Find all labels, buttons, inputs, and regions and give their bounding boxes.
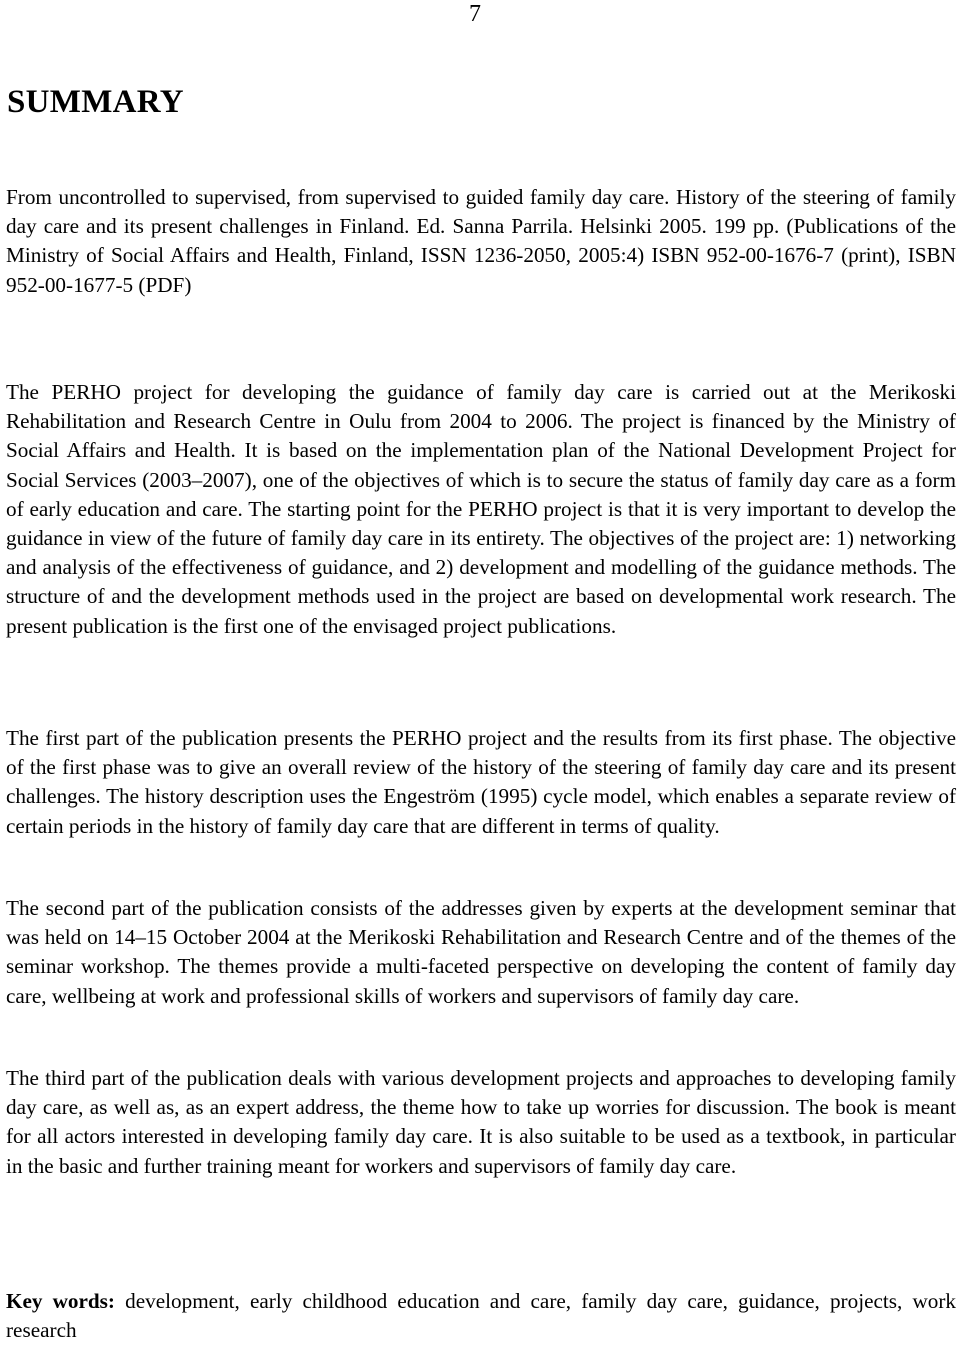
body-paragraph-4: The third part of the publication deals with various development projects and approaches to developing family day care, as well as, as an expert address, the theme how to take up worries for discussion. The book is meant for all actors interested in developing family day care. It is also suitable to be used as a textbook, in particular in the basic and further training meant for workers and supervisors of family day care. [6, 1066, 956, 1178]
body-paragraph-3: The second part of the publication consists of the addresses given by experts at the development seminar that was held on 14–15 October 2004 at the Merikoski Rehabilitation and Research Centre and of the themes of the seminar workshop. The themes provide a multi-faceted perspective on developing the content of family day care, wellbeing at work and professional skills of workers and supervisors of family day care. [6, 896, 956, 1008]
citation-paragraph: From uncontrolled to supervised, from supervised to guided family day care. History of the steering of family day care and its present challenges in Finland. Ed. Sanna Parrila. Helsinki 2005. 199 pp. (Publications of the Ministry of Social Affairs and Health, Finland, ISSN 1236-2050, 2005:4) ISBN 952-00-1676-7 (print), ISBN 952-00-1677-5 (PDF) [6, 185, 956, 297]
body-paragraph-1: The PERHO project for developing the guidance of family day care is carried out at the Merikoski Rehabilitation and Research Centre in Oulu from 2004 to 2006. The project is financed by the Ministry of Social Affairs and Health. It is based on the implementation plan of the National Development Project for Social Services (2003–2007), one of the objectives of which is to secure the status of family day care as a form of early education and care. The starting point for the PERHO project is that it is very important to develop the guidance in view of the future of family day care in its entirety. The objectives of the project are: 1) networking and analysis of the effectiveness of guidance, and 2) development and modelling of the guidance methods. The structure of and the development methods used in the project are based on developmental work research. The present publication is the first one of the envisaged project publications. [6, 380, 956, 638]
body-paragraph-2: The first part of the publication presents the PERHO project and the results from its first phase. The objective of the first phase was to give an overall review of the history of the steering of family day care and its present challenges. The history description uses the Engeström (1995) cycle model, which enables a separate review of certain periods in the history of family day care that are different in terms of quality. [6, 726, 956, 838]
keywords-paragraph [6, 1287, 956, 1345]
keywords-text: development, early childhood education and care, family day care, guidance, projects, work research [6, 1289, 956, 1343]
page-number: 7 [469, 1, 481, 27]
page-heading: SUMMARY [7, 84, 184, 120]
keywords-label: Key words: [6, 1289, 115, 1313]
